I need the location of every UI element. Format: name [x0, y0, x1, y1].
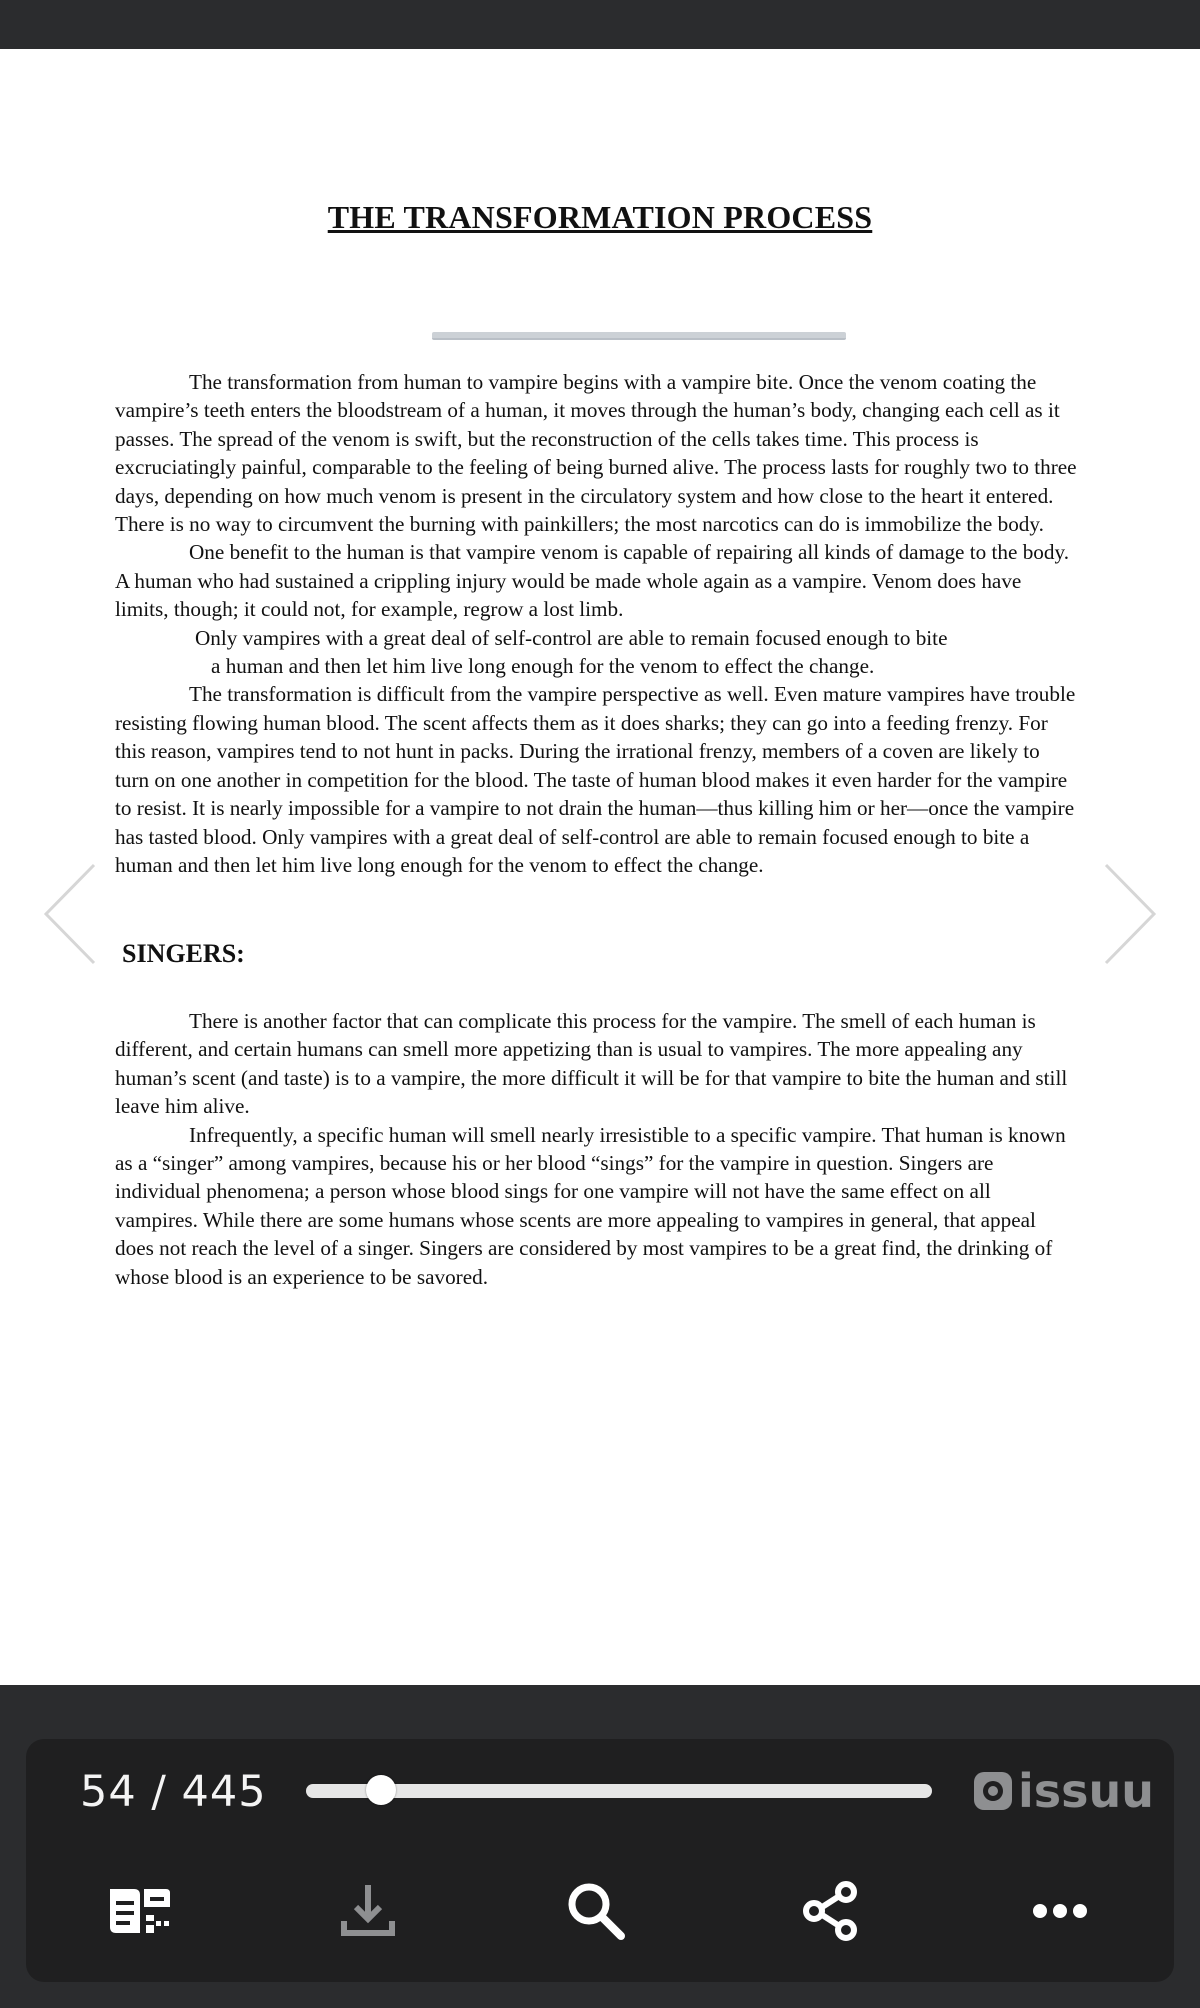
body-text-section	[115, 368, 1077, 879]
previous-page-button[interactable]	[34, 859, 104, 969]
share-button[interactable]	[790, 1871, 870, 1951]
more-options-button[interactable]	[1020, 1871, 1100, 1951]
page-counter: 54 / 445	[80, 1767, 267, 1817]
reader-toolbar	[26, 1739, 1174, 1982]
reader-mode-icon	[108, 1885, 172, 1937]
top-bar	[0, 0, 1200, 49]
slider-thumb[interactable]	[366, 1775, 396, 1805]
share-icon	[800, 1881, 860, 1941]
slider-track	[306, 1784, 932, 1798]
issuu-logo[interactable]	[974, 1763, 1154, 1819]
download-icon	[338, 1881, 398, 1941]
paragraph: Infrequently, a specific human will smell nearly irresistible to a specific vampire. That human is known as a “singer” among vampires, because his or her blood “sings” for the vampire in question. Singers are individual phenomena; a person whose blood sings for one vampire will not have the same effect on all vampires. While there are some humans whose scents are more appealing to vampires in general, that appeal does not reach the level of a singer. Singers are considered by most vampires to be a great find, the drinking of whose blood is an experience to be savored.	[115, 1122, 1066, 1289]
chevron-left-icon	[34, 859, 104, 969]
page-title: THE TRANSFORMATION PROCESS	[327, 199, 873, 235]
next-page-button[interactable]	[1096, 859, 1166, 969]
reader-mode-button[interactable]	[100, 1871, 180, 1951]
search-button[interactable]	[556, 1871, 636, 1951]
section-heading: SINGERS:	[122, 939, 245, 968]
paragraph: The transformation from human to vampire begins with a vampire bite. Once the venom coating the vampire’s teeth enters the bloodstream of a human, it moves through the human’s body, changing each cell as it passes. The spread of the venom is swift, but the reconstruction of the cells takes time. This process is excruciatingly painful, comparable to the feeling of being burned alive. The process lasts for roughly two to three days, depending on how much venom is present in the circulatory system and how close to the heart it entered. There is no way to circumvent the burning with painkillers; the most narcotics can do is immobilize the body.	[115, 370, 1077, 537]
document-page	[0, 49, 1200, 1685]
paragraph: The transformation is difficult from the vampire perspective as well. Even mature vampires have trouble resisting flowing human blood. The scent affects them as it does sharks; they can go into a feeding frenzy. For this reason, vampires tend to not hunt in packs. During the irrational frenzy, members of a coven are likely to turn on one another in competition for the blood. The taste of human blood makes it even harder for the vampire to resist. It is nearly impossible for a vampire to not drain the human—thus killing him or her—once the vampire has tasted blood. Only vampires with a great deal of self-control are able to remain focused enough to bite a human and then let him live long enough for the venom to effect the change.	[115, 682, 1076, 877]
more-icon	[1030, 1901, 1090, 1921]
block-quote-line: Only vampires with a great deal of self-control are able to remain focused enough to bite	[195, 625, 948, 650]
paragraph: One benefit to the human is that vampire venom is capable of repairing all kinds of damage to the body. A human who had sustained a crippling injury would be made whole again as a vampire. Venom does have limits, though; it could not, for example, regrow a lost limb.	[115, 540, 1070, 622]
paragraph: There is another factor that can complicate this process for the vampire. The smell of each human is different, and certain humans can smell more appetizing than is usual to vampires. The more appealing any human’s scent (and taste) is to a vampire, the more difficult it will be for that vampire to bite the human and still leave him alive.	[115, 1009, 1068, 1119]
download-button[interactable]	[328, 1871, 408, 1951]
chevron-right-icon	[1096, 859, 1166, 969]
search-icon	[565, 1880, 627, 1942]
block-quote-line: a human and then let him live long enough for the venom to effect the change.	[211, 654, 875, 679]
singers-section	[115, 1007, 1077, 1291]
brand-label: issuu	[1018, 1764, 1155, 1818]
issuu-logo-icon	[974, 1772, 1012, 1810]
divider-rule	[432, 332, 846, 340]
page-slider[interactable]	[306, 1781, 932, 1801]
